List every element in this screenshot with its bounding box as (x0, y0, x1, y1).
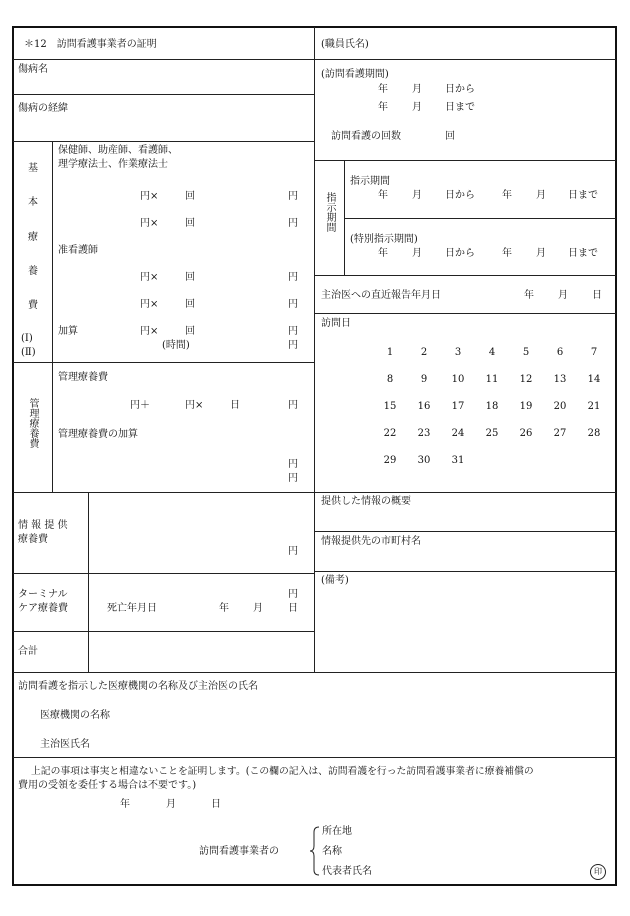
visit-day: 26 (519, 428, 533, 439)
line (88, 492, 89, 672)
line (13, 631, 314, 632)
line (314, 313, 616, 314)
year-unit: 年 (502, 248, 512, 259)
visit-day: 31 (451, 455, 465, 466)
from-label: 日から (445, 84, 475, 95)
year-unit: 年 (378, 248, 388, 259)
month-unit: 月 (412, 102, 422, 113)
yen-unit: 円 (288, 400, 298, 411)
yen-times: 円× (140, 218, 159, 229)
basic-label-char: 療 (28, 232, 38, 243)
seal-icon: 印 (590, 864, 606, 880)
basic-label-char: 費 (28, 300, 38, 311)
until-label: 日まで (445, 102, 475, 113)
terminal-fee-label-2: ケア療養費 (18, 603, 68, 614)
visit-day: 23 (417, 428, 431, 439)
line (13, 94, 314, 95)
instruction-period-label: 指示期間 (350, 176, 390, 187)
visit-day: 27 (553, 428, 567, 439)
report-date-label: 主治医への直近報告年月日 (321, 290, 441, 301)
visit-day: 2 (420, 347, 428, 358)
line (314, 531, 616, 532)
visit-day: 8 (386, 374, 394, 385)
remarks-label: (備考) (321, 575, 349, 586)
visit-day: 11 (485, 374, 499, 385)
visit-day: 25 (485, 428, 499, 439)
from-label: 日から (445, 248, 475, 259)
visit-day: 30 (417, 455, 431, 466)
line (13, 492, 314, 493)
assistant-nurse-label: 准看護師 (58, 245, 98, 256)
line (314, 160, 616, 161)
day-unit: 日 (211, 799, 221, 810)
line (314, 571, 616, 572)
yen-unit: 円 (288, 218, 298, 229)
yen-unit: 円 (288, 546, 298, 557)
visit-day: 14 (587, 374, 601, 385)
provider-address-label: 所在地 (322, 826, 352, 837)
mgmt-fee-title: 管理療養費 (58, 372, 108, 383)
yen-unit: 円 (288, 299, 298, 310)
yen-unit: 円 (288, 589, 298, 600)
year-unit: 年 (524, 290, 534, 301)
year-unit: 年 (378, 84, 388, 95)
visit-days-label: 訪問日 (321, 318, 351, 329)
yen-times: 円× (140, 326, 159, 337)
basic-label-roman: (Ⅰ) (21, 333, 33, 344)
yen-times: 円× (140, 299, 159, 310)
yen-unit: 円 (288, 473, 298, 484)
month-unit: 月 (558, 290, 568, 301)
visit-day: 1 (386, 347, 394, 358)
times-unit: 回 (185, 218, 195, 229)
terminal-fee-label: ターミナル (18, 589, 68, 600)
line (13, 757, 616, 758)
line (314, 492, 616, 493)
visit-day: 3 (454, 347, 462, 358)
yen-times: 円× (140, 191, 159, 202)
institution-title: 訪問看護を指示した医療機関の名称及び主治医の氏名 (18, 681, 258, 692)
day-unit: 日 (230, 400, 240, 411)
addition-label: 加算 (58, 326, 78, 337)
form-title: ＊12 訪問看護事業者の証明 (24, 39, 157, 50)
info-fee-label: 情 報 提 供 (18, 520, 68, 531)
times-unit: 回 (185, 326, 195, 337)
times-unit: 回 (185, 272, 195, 283)
line (13, 59, 616, 60)
year-unit: 年 (378, 102, 388, 113)
yen-plus: 円＋ (130, 400, 150, 411)
visit-day: 21 (587, 401, 601, 412)
visit-day: 24 (451, 428, 465, 439)
instruction-side-label: 指示期間 (324, 192, 335, 232)
basic-label-char: 養 (28, 266, 38, 277)
year-unit: 年 (120, 799, 130, 810)
visit-period-title: (訪問看護期間) (321, 69, 389, 80)
representative-name-label: 代表者氏名 (322, 866, 372, 877)
from-label: 日から (445, 190, 475, 201)
visit-day: 18 (485, 401, 499, 412)
month-unit: 月 (412, 248, 422, 259)
visit-day: 22 (383, 428, 397, 439)
line (344, 218, 616, 219)
qualified-staff-label-2: 理学療法士、作業療法士 (58, 159, 168, 170)
day-unit: 日 (592, 290, 602, 301)
visit-day: 16 (417, 401, 431, 412)
basic-label-char: 基 (28, 163, 38, 174)
times-unit: 回 (185, 191, 195, 202)
visit-day: 5 (522, 347, 530, 358)
doctor-name-label: 主治医氏名 (40, 739, 90, 750)
visit-day: 9 (420, 374, 428, 385)
mgmt-addition-label: 管理療養費の加算 (58, 429, 138, 440)
year-unit: 年 (219, 603, 229, 614)
death-date-label: 死亡年月日 (107, 603, 157, 614)
line (314, 275, 616, 276)
yen-unit: 円 (288, 272, 298, 283)
visit-day: 20 (553, 401, 567, 412)
qualified-staff-label: 保健師、助産師、看護師、 (58, 145, 178, 156)
brace-icon (310, 826, 320, 876)
line (13, 672, 616, 673)
visit-day: 12 (519, 374, 533, 385)
visit-day: 28 (587, 428, 601, 439)
visit-day: 17 (451, 401, 465, 412)
special-instruction-label: (特別指示期間) (350, 234, 418, 245)
yen-times: 円× (185, 400, 204, 411)
yen-unit: 円 (288, 326, 298, 337)
until-label: 日まで (568, 248, 598, 259)
info-summary-label: 提供した情報の概要 (321, 496, 411, 507)
month-unit: 月 (536, 248, 546, 259)
yen-unit: 円 (288, 459, 298, 470)
visit-count-label: 訪問看護の回数 (331, 131, 401, 142)
disease-course-label: 傷病の経緯 (18, 103, 68, 114)
month-unit: 月 (253, 603, 263, 614)
line (13, 141, 314, 142)
visit-day: 4 (488, 347, 496, 358)
yen-times: 円× (140, 272, 159, 283)
institution-name-label: 医療機関の名称 (40, 710, 110, 721)
provider-name-label: 名称 (322, 846, 342, 857)
visit-day: 13 (553, 374, 567, 385)
day-unit: 日 (288, 603, 298, 614)
visit-day: 29 (383, 455, 397, 466)
month-unit: 月 (166, 799, 176, 810)
visit-day: 19 (519, 401, 533, 412)
line (13, 362, 314, 363)
certification-text: 上記の事項は事実と相違ないことを証明します。(この欄の記入は、訪問看護を行った訪問看護事業者に療養補償の (31, 766, 534, 777)
until-label: 日まで (568, 190, 598, 201)
certification-text-2: 費用の受領を委任する場合は不要です。) (18, 780, 197, 791)
mgmt-fee-side-label: 管理療養費 (27, 398, 38, 448)
disease-name-label: 傷病名 (18, 64, 48, 75)
times-unit: 回 (185, 299, 195, 310)
visit-day: 7 (590, 347, 598, 358)
month-unit: 月 (412, 84, 422, 95)
yen-unit: 円 (288, 340, 298, 351)
total-label: 合計 (18, 646, 38, 657)
year-unit: 年 (378, 190, 388, 201)
staff-name-label: (職員氏名) (321, 39, 369, 50)
basic-label-char: 本 (28, 197, 38, 208)
hours-label: (時間) (162, 340, 190, 351)
provider-label: 訪問看護事業者の (199, 846, 279, 857)
basic-label-roman: (Ⅱ) (21, 347, 36, 358)
yen-unit: 円 (288, 191, 298, 202)
visit-day: 15 (383, 401, 397, 412)
visit-day: 10 (451, 374, 465, 385)
visit-count-unit: 回 (445, 131, 455, 142)
line (13, 573, 314, 574)
info-fee-label-2: 療養費 (18, 534, 48, 545)
month-unit: 月 (536, 190, 546, 201)
year-unit: 年 (502, 190, 512, 201)
municipality-label: 情報提供先の市町村名 (321, 536, 421, 547)
line (52, 141, 53, 492)
month-unit: 月 (412, 190, 422, 201)
center-divider (314, 27, 315, 672)
visit-day: 6 (556, 347, 564, 358)
